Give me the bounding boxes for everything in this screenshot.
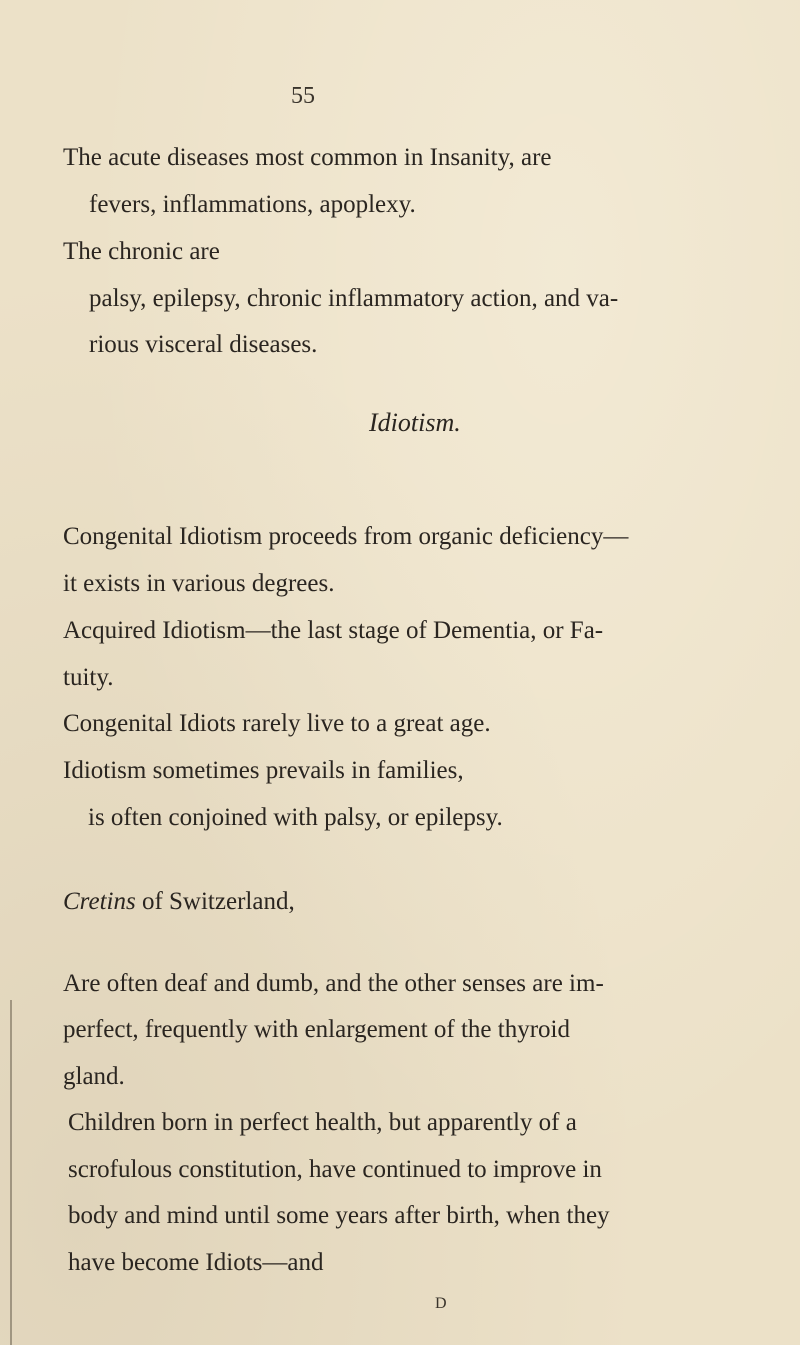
text-line: Congenital Idiotism proceeds from organic deficiency— (63, 523, 629, 550)
text-line: scrofulous constitution, have continued to improve in (68, 1156, 602, 1183)
text-line: Are often deaf and dumb, and the other senses are im- (63, 970, 604, 997)
text-line: body and mind until some years after birth, when they (68, 1202, 610, 1229)
text-line: is often conjoined with palsy, or epilepsy. (88, 804, 503, 831)
text-line: rious visceral diseases. (89, 331, 318, 358)
signature-mark: D (435, 1295, 447, 1312)
text-line: Children born in perfect health, but apparently of a (68, 1109, 577, 1136)
text-line: Acquired Idiotism—the last stage of Dementia, or Fa- (63, 617, 604, 644)
cretins-italic: Cretins (63, 888, 136, 915)
text-line: perfect, frequently with enlargement of the thyroid (63, 1016, 570, 1043)
text-line: The acute diseases most common in Insanity, are (63, 144, 552, 171)
text-line: gland. (63, 1063, 125, 1090)
text-line: Idiotism sometimes prevails in families, (63, 757, 464, 784)
page-number: 55 (291, 83, 315, 109)
text-line: have become Idiots—and (68, 1249, 324, 1276)
page-edge-line (10, 1000, 12, 1345)
text-line: it exists in various degrees. (63, 570, 335, 597)
cretins-rest: of Switzerland, (135, 888, 295, 915)
cretins-heading-line (63, 887, 295, 917)
text-line: tuity. (63, 664, 114, 691)
text-line: palsy, epilepsy, chronic inflammatory action, and va- (89, 285, 619, 312)
section-heading: Idiotism. (369, 408, 461, 437)
text-line: fevers, inflammations, apoplexy. (89, 191, 416, 218)
text-line: Congenital Idiots rarely live to a great age. (63, 710, 491, 737)
text-line: The chronic are (63, 238, 220, 265)
